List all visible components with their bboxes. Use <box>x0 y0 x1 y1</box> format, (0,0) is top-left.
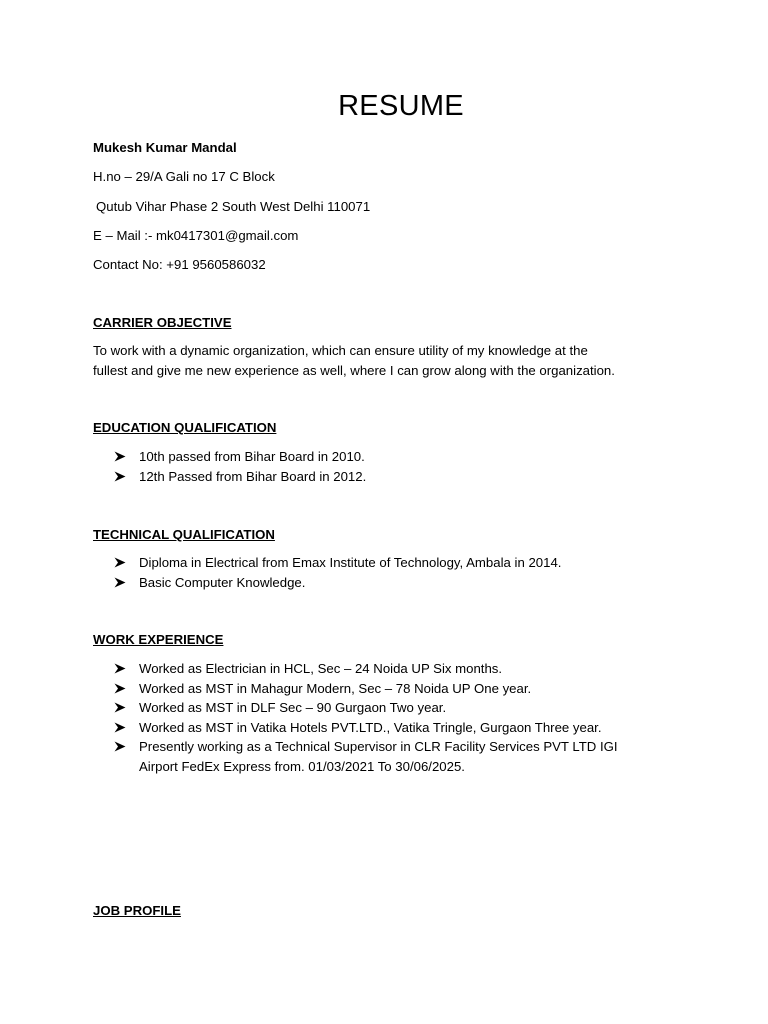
arrowhead-bullet-icon <box>114 553 128 572</box>
work-item: Worked as Electrician in HCL, Sec – 24 Noida UP Six months. <box>139 661 503 676</box>
list-item <box>114 659 618 679</box>
work-item-line: Presently working as a Technical Supervisor in CLR Facility Services PVT LTD IGI <box>139 739 618 754</box>
page-title: RESUME <box>338 90 464 122</box>
education-heading: EDUCATION QUALIFICATION <box>93 420 277 435</box>
address-line-1: H.no – 29/A Gali no 17 C Block <box>93 169 275 184</box>
email-line: E – Mail :- mk0417301@gmail.com <box>93 228 299 243</box>
list-item <box>114 698 618 718</box>
arrowhead-bullet-icon <box>114 467 128 486</box>
arrowhead-bullet-icon <box>114 447 128 466</box>
arrowhead-bullet-icon <box>114 737 128 756</box>
education-list <box>114 447 366 486</box>
work-heading: WORK EXPERIENCE <box>93 632 224 647</box>
contact-line: Contact No: +91 9560586032 <box>93 257 266 272</box>
arrowhead-bullet-icon <box>114 659 128 678</box>
technical-item: Basic Computer Knowledge. <box>139 574 306 590</box>
education-item: 12th Passed from Bihar Board in 2012. <box>139 468 367 484</box>
technical-list <box>114 553 561 592</box>
list-item <box>114 718 618 738</box>
arrowhead-bullet-icon <box>114 573 128 592</box>
technical-item: Diploma in Electrical from Emax Institute of Technology, Ambala in 2014. <box>139 555 562 570</box>
list-item <box>114 447 366 467</box>
list-item <box>114 679 618 699</box>
objective-heading: CARRIER OBJECTIVE <box>93 315 232 330</box>
arrowhead-bullet-icon <box>114 718 128 737</box>
list-item <box>114 737 618 776</box>
technical-heading: TECHNICAL QUALIFICATION <box>93 527 275 542</box>
education-item: 10th passed from Bihar Board in 2010. <box>139 449 365 464</box>
address-line-2: Qutub Vihar Phase 2 South West Delhi 110071 <box>96 199 371 214</box>
objective-line: To work with a dynamic organization, which can ensure utility of my knowledge at the <box>93 343 588 358</box>
work-item: Worked as MST in DLF Sec – 90 Gurgaon Two year. <box>139 700 447 715</box>
job-profile-heading: JOB PROFILE <box>93 903 181 918</box>
work-item-line: Airport FedEx Express from. 01/03/2021 To 30/06/2025. <box>139 758 465 774</box>
arrowhead-bullet-icon <box>114 698 128 717</box>
work-list <box>114 659 618 776</box>
work-item: Worked as MST in Vatika Hotels PVT.LTD., Vatika Tringle, Gurgaon Three year. <box>139 719 602 735</box>
list-item <box>114 573 561 593</box>
candidate-name: Mukesh Kumar Mandal <box>93 140 237 155</box>
list-item <box>114 553 561 573</box>
objective-text <box>93 341 693 380</box>
objective-line: fullest and give me new experience as well, where I can grow along with the organization. <box>93 362 615 378</box>
arrowhead-bullet-icon <box>114 679 128 698</box>
list-item <box>114 467 366 487</box>
work-item: Worked as MST in Mahagur Modern, Sec – 78 Noida UP One year. <box>139 680 532 696</box>
